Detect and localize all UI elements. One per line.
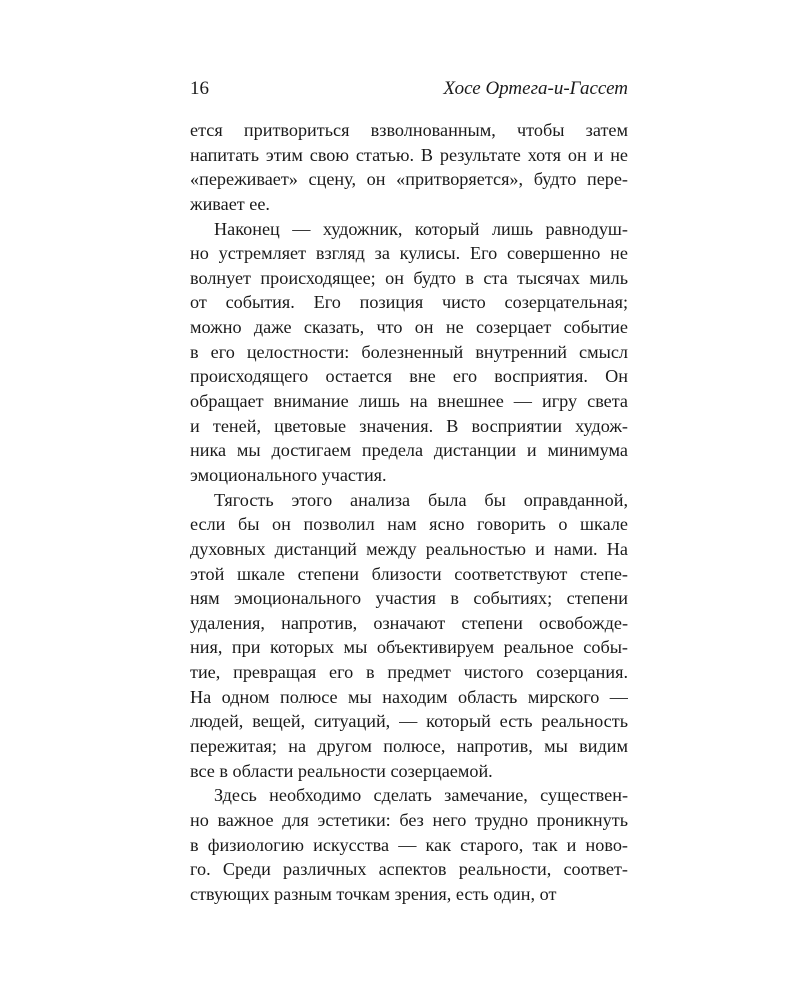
text-line: в его целостности: болезненный внутренний смысл [190,341,628,362]
text-line: можно даже сказать, что он не созерцает событие [190,317,628,338]
text-line: людей, вещей, ситуаций, — который есть реальность [190,711,628,732]
text-line: На одном полюсе мы находим область мирского — [190,686,628,707]
text-line: от события. Его позиция чисто созерцательная; [190,292,628,313]
text-line: «переживает» сцену, он «притворяется», будто пере- [190,169,628,190]
paragraph [190,783,628,906]
text-line: Тягость этого анализа была бы оправданной, [214,489,628,510]
text-line: удаления, напротив, означают степени освобожде- [190,612,628,633]
text-line: но важное для эстетики: без него трудно проникнуть [190,809,628,830]
text-line: этой шкале степени близости соответствуют степе- [190,563,628,584]
text-line: ется притвориться взволнованным, чтобы затем [190,120,628,140]
paragraph [190,217,628,488]
running-head: Хосе Ортега-и-Гассет [443,78,628,99]
text-line: напитать этим свою статью. В результате хотя он и не [190,144,628,165]
page-number: 16 [190,78,209,99]
text-line: эмоционального участия. [190,464,387,485]
body-text [190,118,628,907]
text-line: духовных дистанций между реальностью и нами. На [190,538,628,559]
text-line: но устремляет взгляд за кулисы. Его совершенно не [190,243,628,264]
text-line: ствующих разным точкам зрения, есть один, от [190,883,557,904]
text-line: ника мы достигаем предела дистанции и минимума [190,440,628,461]
paragraph [190,118,628,217]
text-line: если бы он позволил нам ясно говорить о шкале [190,514,628,535]
text-line: в физиологию искусства — как старого, так и ново- [190,834,628,855]
text-line: го. Среди различных аспектов реальности, соответ- [190,859,628,880]
text-line: Здесь необходимо сделать замечание, существен- [214,785,628,806]
page-header [190,78,628,102]
text-line: пережитая; на другом полюсе, напротив, мы видим [190,736,628,757]
text-line: ням эмоционального участия в событиях; степени [190,588,628,609]
text-line: тие, превращая его в предмет чистого созерцания. [190,662,628,683]
text-line: происходящего остается вне его восприятия. Он [190,366,628,387]
text-line: живает ее. [190,193,270,214]
text-line: все в области реальности созерцаемой. [190,760,493,781]
text-line: и теней, цветовые значения. В восприятии худож- [190,415,628,436]
text-line: Наконец — художник, который лишь равнодуш- [214,218,628,239]
paragraph [190,488,628,784]
text-line: обращает внимание лишь на внешнее — игру света [190,391,628,412]
text-line: ния, при которых мы объективируем реальное собы- [190,637,628,658]
text-line: волнует происходящее; он будто в ста тысячах миль [190,267,628,288]
